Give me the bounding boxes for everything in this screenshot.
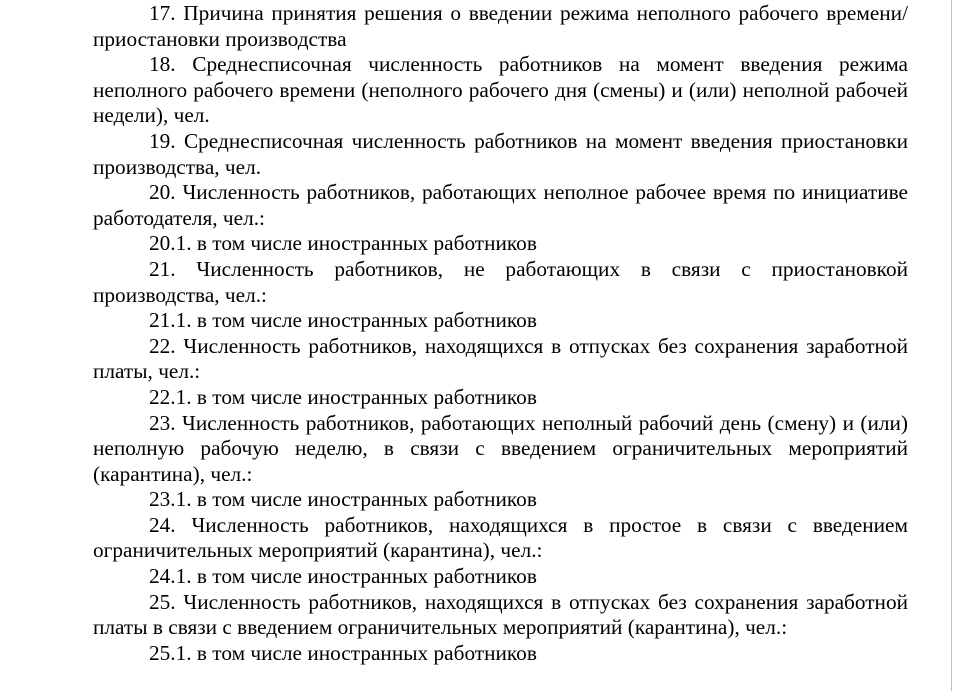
item-19-text: 19. Среднесписочная численность работников на момент введения приостановки производства, чел. xyxy=(93,128,908,179)
document-body xyxy=(93,1,908,666)
item-22-1-text: 22.1. в том числе иностранных работников xyxy=(149,384,537,409)
item-17-text: 17. Причина принятия решения о введении режима неполного рабочего времени/приостановки производства xyxy=(93,1,908,51)
item-22-text: 22. Численность работников, находящихся в отпусках без сохранения заработной платы, чел.: xyxy=(93,333,908,384)
page-edge-line xyxy=(951,0,952,691)
item-23-1-text: 23.1. в том числе иностранных работников xyxy=(149,487,537,512)
item-25-text: 25. Численность работников, находящихся в отпусках без сохранения заработной платы в связи с введением ограничительных мероприятий (карантина), чел.: xyxy=(93,589,908,640)
item-24-1-text: 24.1. в том числе иностранных работников xyxy=(149,564,537,589)
item-24-text: 24. Численность работников, находящихся в простое в связи с введением ограничительных мероприятий (карантина), чел.: xyxy=(93,512,908,563)
item-23-text: 23. Численность работников, работающих неполный рабочий день (смену) и (или) неполную рабочую неделю, в связи с введением ограничительных мероприятий (карантина), чел.: xyxy=(93,410,908,486)
item-21-1-text: 21.1. в том числе иностранных работников xyxy=(149,308,537,333)
item-20-text: 20. Численность работников, работающих неполное рабочее время по инициативе работодателя, чел.: xyxy=(93,180,908,230)
item-21-text: 21. Численность работников, не работающих в связи с приостановкой производства, чел.: xyxy=(93,256,908,307)
item-20-1-text: 20.1. в том числе иностранных работников xyxy=(149,231,537,256)
item-25-1-text: 25.1. в том числе иностранных работников xyxy=(149,640,537,665)
item-18-text: 18. Среднесписочная численность работников на момент введения режима неполного рабочего времени (неполного рабочего дня (смены) и (или) неполной рабочей недели), чел. xyxy=(93,52,908,128)
